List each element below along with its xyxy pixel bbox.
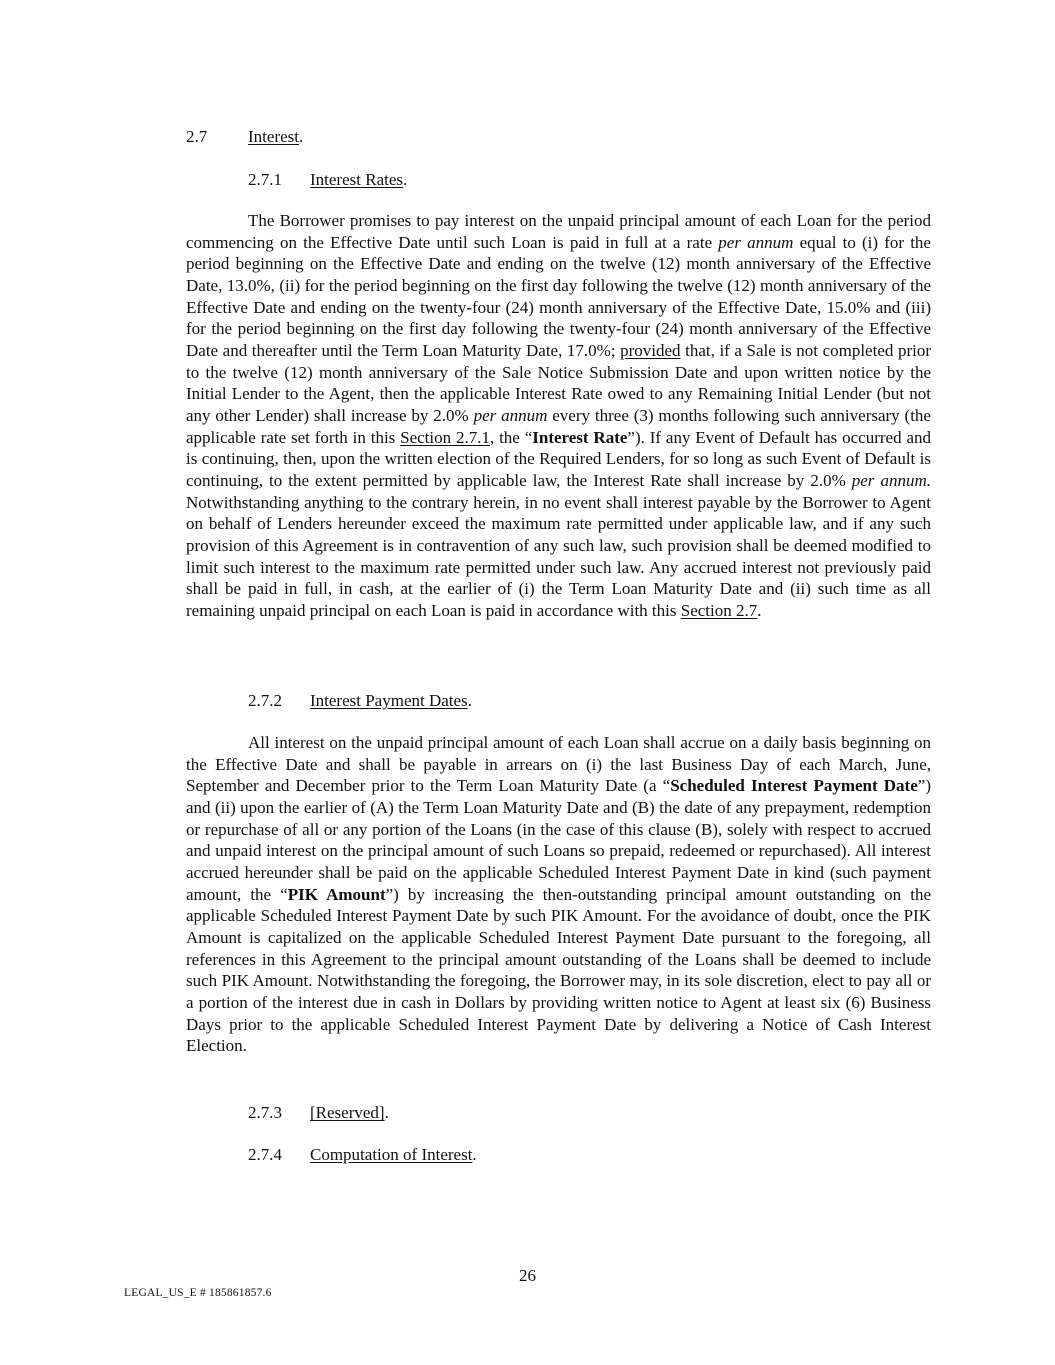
subsection-heading-2-7-4: 2.7.4 Computation of Interest. [248,1145,477,1164]
subsection-number: 2.7.1 [248,170,282,189]
interest-rates-paragraph: The Borrower promises to pay interest on the unpaid principal amount of each Loan for the period commencing on the Effective Date until such Loan is paid in full at a rate per annum equal to (i) for the period beginning on the Effective Date and ending on the twelve (12) month anniversary of the Effective Date, 13.0%, (ii) for the period beginning on the first day following the twelve (12) month anniversary of the Effective Date and ending on the twenty-four (24) month anniversary of the Effective Date, 15.0% and (iii) for the period beginning on the first day following the twenty-four (24) month anniversary of the Effective Date and thereafter until the Term Loan Maturity Date, 17.0%; provided that, if a Sale is not completed prior to the twelve (12) month anniversary of the Sale Notice Submission Date and upon written notice by the Initial Lender to the Agent, then the applicable Interest Rate owed to any Remaining Initial Lender (but not any other Lender) shall increase by 2.0% per annum every three (3) months following such anniversary (the applicable rate set forth in this Section 2.7.1, the “Interest Rate”). If any Event of Default has occurred and is continuing, then, upon the written election of the Required Lenders, for so long as such Event of Default is continuing, to the extent permitted by applicable law, the Interest Rate shall increase by 2.0% per annum. Notwithstanding anything to the contrary herein, in no event shall interest payable by the Borrower to Agent on behalf of Lenders hereunder exceed the maximum rate permitted under applicable law, and if any such provision of this Agreement is in contravention of any such law, such provision shall be deemed modified to limit such interest to the maximum rate permitted under such law. Any accrued interest not previously paid shall be paid in full, in cash, at the earlier of (i) the Term Loan Maturity Date and (ii) such time as all remaining unpaid principal on each Loan is paid in accordance with this Section 2.7. [186,211,931,620]
subsection-heading-2-7-2: 2.7.2 Interest Payment Dates. [248,691,472,710]
defined-term-interest-rate: Interest Rate [532,427,628,447]
section-heading-2-7: 2.7 Interest. [186,127,304,146]
emphasis-per-annum: per annum [718,232,794,252]
subsection-title: Interest Rates [310,170,403,189]
subsection-title: Interest Payment Dates [310,691,468,710]
subsection-heading-2-7-1: 2.7.1 Interest Rates. [248,170,408,189]
defined-term-pik-amount: PIK Amount [287,884,386,904]
defined-term-scheduled-interest-payment-date: Scheduled Interest Payment Date [670,776,918,796]
interest-payment-dates-paragraph: All interest on the unpaid principal amount of each Loan shall accrue on a daily basis beginning on the Effective Date and shall be payable in arrears on (i) the last Business Day of each March, June, September and December prior to the Term Loan Maturity Date (a “Scheduled Interest Payment Date”) and (ii) upon the earlier of (A) the Term Loan Maturity Date and (B) the date of any prepayment, redemption or repurchase of all or any portion of the Loans (in the case of this clause (B), solely with respect to accrued and unpaid interest on the principal amount of such Loans so prepaid, redeemed or repurchased). All interest accrued hereunder shall be paid on the applicable Scheduled Interest Payment Date in kind (such payment amount, the “PIK Amount”) by increasing the then-outstanding principal amount outstanding on the applicable Scheduled Interest Payment Date by such PIK Amount. For the avoidance of doubt, once the PIK Amount is capitalized on the applicable Scheduled Interest Payment Date pursuant to the foregoing, all references in this Agreement to the principal amount outstanding of the Loans shall be deemed to include such PIK Amount. Notwithstanding the foregoing, the Borrower may, in its sole discretion, elect to pay all or a portion of the interest due in cash in Dollars by providing written notice to Agent at least six (6) Business Days prior to the applicable Scheduled Interest Payment Date by delivering a Notice of Cash Interest Election. [186,733,932,1056]
section-title: Interest [248,127,299,146]
emphasis-per-annum: per annum [473,405,548,425]
subsection-heading-2-7-3: 2.7.3 [Reserved]. [248,1103,389,1122]
document-id: LEGAL_US_E # 185861857.6 [124,1287,272,1299]
subsection-number: 2.7.4 [248,1145,282,1164]
term-provided: provided [620,340,681,360]
cross-reference-2-7: Section 2.7 [680,600,758,620]
section-number: 2.7 [186,127,208,146]
page-number: 26 [519,1266,536,1285]
subsection-title: [Reserved] [310,1103,385,1122]
subsection-number: 2.7.2 [248,691,282,710]
subsection-title: Computation of Interest [310,1145,473,1164]
emphasis-per-annum: per annum. [851,470,931,490]
subsection-number: 2.7.3 [248,1103,282,1122]
cross-reference-2-7-1: Section 2.7.1 [400,427,490,447]
